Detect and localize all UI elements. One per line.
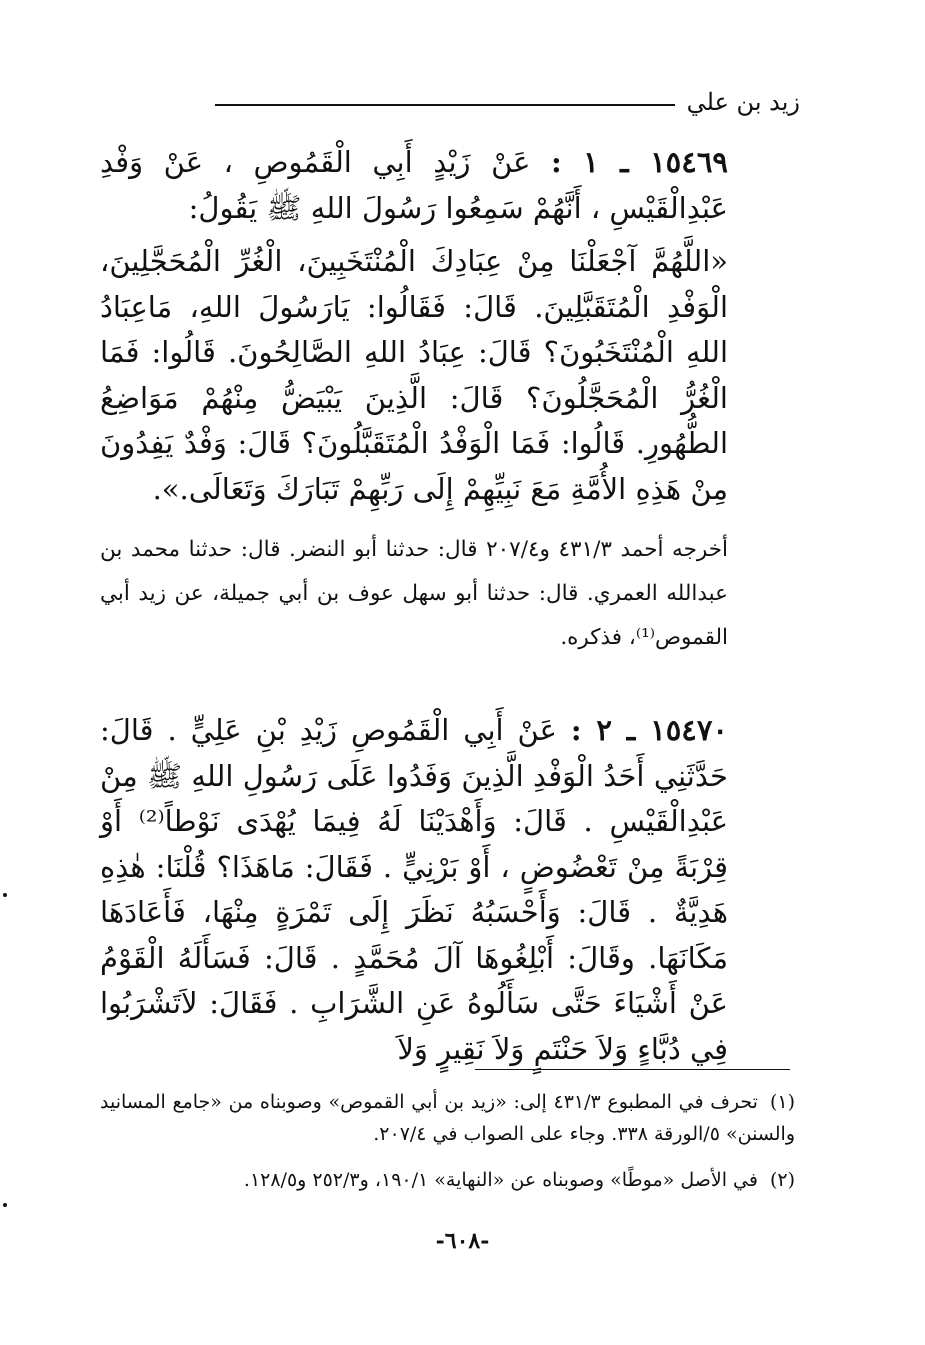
hadith-text: عَنْ أَبِي الْقَمُوصِ زَيْدِ بْنِ عَلِيٍّ . قَالَ: حَدَّثَنِي أَحَدُ الْوَفْدِ الَّذِينَ وَفَدُوا عَلَى رَسُولِ اللهِ ﷺ مِنْ عَبْدِالْقَيْسِ . قَالَ: وَأَهْدَيْنَا لَهُ فِيمَا يُهْدَى نَوْطاً⁽²⁾ أَوْ قِرْبَةً مِنْ تَعْضُوضٍ ، أَوْ بَرْنِيٍّ . فَقَالَ: مَاهَذَا؟ قُلْنَا: هٰذِهِ هَدِيَّةٌ . قَالَ: وَأَحْسَبُهُ نَظَرَ إِلَى تَمْرَةٍ مِنْهَا، فَأَعَادَهَا مَكَانَهَا. وقَالَ: أَبْلِغُوهَا آلَ مُحَمَّدٍ . قَالَ: فَسَأَلَهُ الْقَوْمُ عَنْ أَشْيَاءَ حَتَّى سَأَلُوهُ عَنِ الشَّرَابِ . فَقَالَ: لاَتَشْرَبُوا فِي دُبَّاءٍ وَلاَ حَنْتَمٍ وَلاَ نَقِيرٍ وَلاَ <box>100 713 729 1066</box>
header-title: زيد بن علي <box>686 88 800 116</box>
footnote-rule <box>475 1069 790 1070</box>
footnotes <box>100 1086 795 1210</box>
scan-speck <box>3 1203 7 1207</box>
header-rule <box>215 104 675 106</box>
footnote-number: (١) <box>769 1091 795 1113</box>
footnote-number: (٢) <box>769 1169 795 1191</box>
hadith-chain: عَنْ زَيْدٍ أَبِي الْقَمُوصِ ، عَنْ وَفْدِ عَبْدِالْقَيْسِ ، أَنَّهُمْ سَمِعُوا رَسُولَ اللهِ ﷺ يَقُولُ: <box>100 145 728 225</box>
page-number: -٦٠٨- <box>435 1228 490 1254</box>
hadith-text: «اللَّهُمَّ آجْعَلْنَا مِنْ عِبَادِكَ الْمُنْتَخَبِينَ، الْغُرِّ الْمُحَجَّلِينَ، الْوَفْدِ الْمُتَقَبَّلِينَ. قَالَ: فَقَالُوا: يَارَسُولَ اللهِ، مَاعِبَادُ اللهِ الْمُنْتَخَبُونَ؟ قَالَ: عِبَادُ اللهِ الصَّالِحُونَ. قَالُوا: فَمَا الْغُرُّ الْمُحَجَّلُونَ؟ قَالَ: الَّذِينَ يَبْيَضُّ مِنْهُمْ مَوَاضِعُ الطُّهُورِ. قَالُوا: فَمَا الْوَفْدُ الْمُتَقَبَّلُونَ؟ قَالَ: وَفْدٌ يَفِدُونَ مِنْ هَذِهِ الأُمَّةِ مَعَ نَبِيِّهِمْ إِلَى رَبِّهِمْ تَبَارَكَ وَتَعَالَى.». <box>100 244 728 506</box>
source-note: أخرجه أحمد ٤٣١/٣ و٢٠٧/٤ قال: حدثنا أبو النضر. قال: حدثنا محمد بن عبدالله العمري. قال: حدثنا أبو سهل عوف بن أبي جميلة، عن زيد أبي القموص⁽¹⁾، فذكره. <box>100 537 728 650</box>
footnote-1 <box>100 1086 795 1150</box>
footnote-2 <box>100 1164 795 1196</box>
scan-speck <box>3 893 7 897</box>
hadith-15470 <box>100 708 728 1072</box>
running-header <box>215 82 800 122</box>
footnote-text: تحرف في المطبوع ٤٣١/٣ إلى: «زيد بن أبي القموص» وصوبناه من «جامع المسانيد والسنن» ٥/الورقة ٣٣٨. وجاء على الصواب في ٢٠٧/٤. <box>100 1091 795 1145</box>
hadith-number: ١٥٤٧٠ ـ ٢ : <box>570 713 729 747</box>
hadith-number: ١٥٤٦٩ ـ ١ : <box>551 145 728 179</box>
hadith-15469 <box>100 140 728 512</box>
footnote-text: في الأصل «موطًا» وصوبناه عن «النهاية» ١٩٠/١، و٢٥٢/٣ و١٢٨/٥. <box>243 1169 758 1191</box>
